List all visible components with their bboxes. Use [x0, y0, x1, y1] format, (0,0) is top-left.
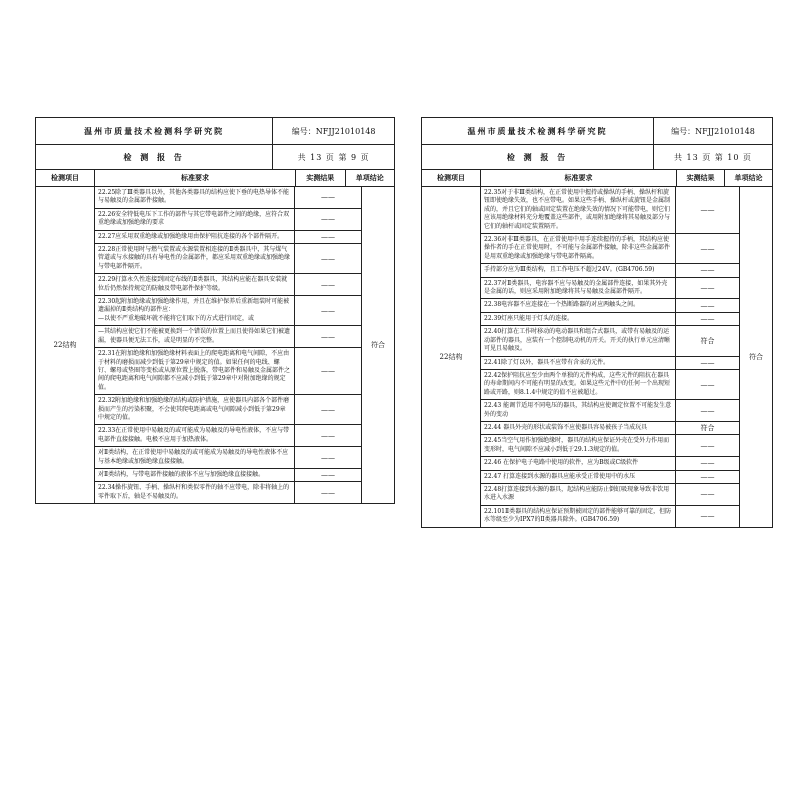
col-header-item: 检测项目 [36, 170, 95, 186]
requirement-row [481, 370, 739, 400]
requirement-text: 22.33在正常使用中易触及的或可能成为易触及的导电性液体，不应与带电部件直接接触。电极不应用于加热液体。 [95, 425, 295, 446]
measured-result: 符合 [700, 336, 715, 345]
requirement-row [95, 209, 361, 231]
requirement-text: 22.26安全特低电压下工作的部件与其它带电部件之间的绝缘，应符合双重绝缘或加强绝缘的要求 [95, 209, 295, 230]
requirement-text: 22.27应采用双重绝缘或加强绝缘用由保护阻抗连接的各个部件隔开。 [95, 231, 295, 243]
requirement-row [95, 244, 361, 274]
requirement-text: 22.39灯座只能用于灯头的连接。 [481, 313, 676, 325]
measured-result: —— [321, 405, 335, 414]
test-item-name: 22结构 [422, 187, 481, 527]
requirement-row [481, 435, 739, 457]
requirement-text: 22.40打算在工作时移动的电动器具和组合式器具，或带有易触及的运动部件的器具，应装有一个控制电动机的开关。开关的执行单元应清晰可见且易触及。 [481, 326, 676, 355]
requirement-row [95, 425, 361, 447]
measured-result: —— [321, 453, 335, 462]
requirement-row [481, 357, 739, 370]
measured-result: —— [700, 380, 715, 389]
measured-result: —— [700, 266, 715, 275]
requirement-text: 22.32附加绝缘和加强绝缘的结构或防护措施，应使器具内部各个部件磨损而产生的污染积聚，不会使其爬电距离或电气间隙减小到低于第29章中规定的值。 [95, 395, 295, 424]
requirement-row [481, 278, 739, 300]
requirement-text: 22.30起附加绝缘或加强绝缘作用，并且在维护保养后重新组装时可能被遗漏掉的Ⅱ类结构的部件应： —以使不严重地破坏就不能将它们取下的方式进行固定，或 [95, 296, 295, 325]
report-number: 编号：NFJJ21010148 [671, 126, 755, 136]
measured-result: —— [321, 280, 335, 289]
report-title-row [422, 145, 772, 170]
column-headers [36, 170, 394, 187]
requirement-text: 22.101Ⅱ类器具的结构应保证预期被固定的部件能够可靠的固定，但防水等级至少为IPX7的Ⅱ类器具除外。(GB4706.59) [481, 506, 676, 527]
requirement-text: 22.42保护阻抗应至少由两个单独的元件构成，这些元件的阻抗在器具的寿命期间内不可能有明显的改变。如果这些元件中的任何一个出现短路或开路，则8.1.4中规定的值不应被超过。 [481, 370, 676, 399]
measured-result: —— [321, 367, 335, 376]
measured-result: —— [321, 232, 335, 241]
requirement-row [481, 471, 739, 484]
column-headers [422, 170, 772, 187]
page-indicator: 共 13 页 第 9 页 [297, 152, 370, 162]
report-number: 编号：NFJJ21010148 [291, 126, 376, 136]
requirement-text: 22.38电容器不应连接在一个热断路器的对应两触头之间。 [481, 299, 676, 311]
report-header [36, 118, 394, 145]
requirement-row [95, 231, 361, 244]
requirement-row [95, 395, 361, 425]
measured-result: —— [700, 284, 715, 293]
report-title: 检 测 报 告 [422, 145, 654, 169]
requirement-text: 22.44 器具外壳的形状或装饰不应使器具容易被孩子当成玩具 [481, 422, 676, 434]
requirement-text: 22.46 在保护电子电路中使用的软件，应为B级或C级软件 [481, 457, 676, 469]
report-page-9 [35, 117, 395, 504]
measured-result: —— [700, 244, 715, 253]
report-title-row [36, 145, 394, 170]
requirement-text: 22.37对Ⅱ类器具，电容器不应与易触及的金属部件连接，如果其外壳是金属的话，则应采用附加绝缘将其与易触及金属部件隔开。 [481, 278, 676, 299]
report-page-10 [421, 117, 773, 528]
requirement-row [95, 469, 361, 482]
requirement-row [481, 313, 739, 326]
measured-result: —— [321, 254, 335, 263]
test-item-name: 22结构 [36, 187, 95, 503]
requirement-row [481, 299, 739, 312]
measured-result: —— [321, 471, 335, 480]
measured-result: —— [321, 431, 335, 440]
col-header-conclusion: 单项结论 [355, 173, 384, 182]
col-header-result: 实测结果 [296, 170, 346, 186]
requirement-row [481, 326, 739, 356]
requirement-row [481, 234, 739, 264]
requirement-rows [95, 187, 361, 503]
requirement-text: 22.43 能调节适用不同电压的器具，其结构应使调定位置不可能发生意外的变动 [481, 400, 676, 421]
col-header-conclusion: 单项结论 [734, 173, 763, 182]
measured-result: —— [700, 490, 715, 499]
measured-result: —— [700, 472, 715, 481]
requirement-row [95, 326, 361, 348]
measured-result: —— [700, 441, 715, 450]
requirement-text: 22.36对非Ⅲ类器具，在正常使用中用手连续握持的手柄，其结构应使操作者的手在正常使用时，不可能与金属部件接触，除非这些金属部件是用双重绝缘或加强绝缘与带电部件隔离。 [481, 234, 676, 263]
measured-result: —— [321, 488, 335, 497]
measured-result: —— [700, 459, 715, 468]
requirement-text: 对Ⅱ类结构，与带电部件接触的液体不应与加强绝缘直接接触。 [95, 469, 295, 481]
requirement-row [481, 457, 739, 470]
requirement-row [95, 296, 361, 326]
report-body [36, 187, 394, 503]
item-conclusion: 符合 [361, 187, 394, 503]
requirement-row [95, 187, 361, 209]
measured-result: —— [700, 206, 715, 215]
report-title: 检 测 报 告 [36, 145, 273, 169]
measured-result: —— [321, 332, 335, 341]
measured-result: —— [700, 315, 715, 324]
requirement-row [95, 482, 361, 503]
measured-result: —— [700, 512, 715, 521]
requirement-row [481, 400, 739, 422]
requirement-row [95, 348, 361, 395]
measured-result: —— [321, 306, 335, 315]
col-header-requirement: 标准要求 [95, 170, 296, 186]
requirement-row [481, 187, 739, 234]
requirement-text: 22.31在附加绝缘和加强绝缘材料表面上的爬电距离和电气间隙，不应由于材料的磨损而减少到低于第29章中规定的值。如果任何的电线、螺钉、螺母或垫圈等变松或从原位置上脱落，带电部件和易触及金属部件之间的爬电距离和电气间隙都不应减小到低于第29章中对附加绝缘的规定值。 [95, 348, 295, 394]
requirement-text: 22.45当空气用作加强绝缘时，器具的结构应保证外壳在受外力作用而变形时，电气间隙不应减小到低于29.1.3规定的值。 [481, 435, 676, 456]
measured-result: —— [321, 193, 335, 202]
requirement-text: 22.41除了灯以外，器具不应带有含汞的元件。 [481, 357, 676, 369]
measured-result: 符合 [700, 424, 715, 433]
requirement-text: 22.28正常使用时与燃气装置或水源装置相连接的Ⅱ类器具中，其与煤气管道或与水接触的具有导电性的金属部件，都应采用双重绝缘或加强绝缘与带电部件隔开。 [95, 244, 295, 273]
requirement-text: 22.48打算连接到水源的器具，起结构应能防止倒虹吸现象导致非饮用水进入水源 [481, 484, 676, 505]
report-header [422, 118, 772, 145]
measured-result: —— [700, 301, 715, 310]
requirement-text: 22.29打算永久性连接到固定布线的Ⅱ类器具，其结构应能在器具安装就位后仍然保持规定的防触及带电部件保护等级。 [95, 274, 295, 295]
requirement-rows [481, 187, 739, 527]
organization-name: 温州市质量技术检测科学研究院 [422, 118, 654, 144]
requirement-text: 22.35对于非Ⅲ类结构，在正常使用中握持或操纵的手柄、操纵杆和旋钮即使绝缘失效，也不应带电。如果这些手柄、操纵杆或旋钮是金属制成的，并且它们的轴或固定装置在绝缘失效的情况下可能带电，则它们应该用绝缘材料充分地覆盖这些部件，或用附加绝缘将其易触及部分与它们的轴杆或固定装置隔开。 [481, 187, 676, 233]
requirement-text: 对Ⅱ类结构，在正常使用中易触及的或可能成为易触及的导电性液体不应与基本绝缘或加强绝缘直接接触。 [95, 447, 295, 468]
requirement-row [481, 422, 739, 435]
measured-result: —— [700, 358, 715, 367]
col-header-result: 实测结果 [677, 170, 725, 186]
requirement-row [481, 484, 739, 506]
requirement-text: —其结构应使它们不能被更换到一个错误的位置上而且使得如果它们被遗漏，使器具便无法工作，或是明显的不完整。 [95, 326, 295, 347]
requirement-row [481, 264, 739, 277]
item-conclusion: 符合 [739, 187, 772, 527]
requirement-row [95, 447, 361, 469]
requirement-text: 22.47 打算连接到水源的器具应能承受正常使用中的水压 [481, 471, 676, 483]
requirement-text: 22.25除了Ⅲ类器具以外，其他各类器具的结构应使下垂的电热导体不能与易触及的金属部件接触。 [95, 187, 295, 208]
requirement-text: 22.34操作旋钮、手柄、操纵杆和类似零件的轴不应带电，除非将轴上的零件取下后，轴是不易触及的。 [95, 482, 295, 503]
measured-result: —— [700, 406, 715, 415]
requirement-text: 手持部分应为Ⅲ类结构，且工作电压不超过24V。(GB4706.59) [481, 264, 676, 276]
requirement-row [481, 506, 739, 527]
measured-result: —— [321, 215, 335, 224]
report-body [422, 187, 772, 527]
page-indicator: 共 13 页 第 10 页 [673, 152, 753, 162]
organization-name: 温州市质量技术检测科学研究院 [36, 118, 273, 144]
requirement-row [95, 274, 361, 296]
col-header-requirement: 标准要求 [481, 170, 677, 186]
col-header-item: 检测项目 [422, 170, 481, 186]
